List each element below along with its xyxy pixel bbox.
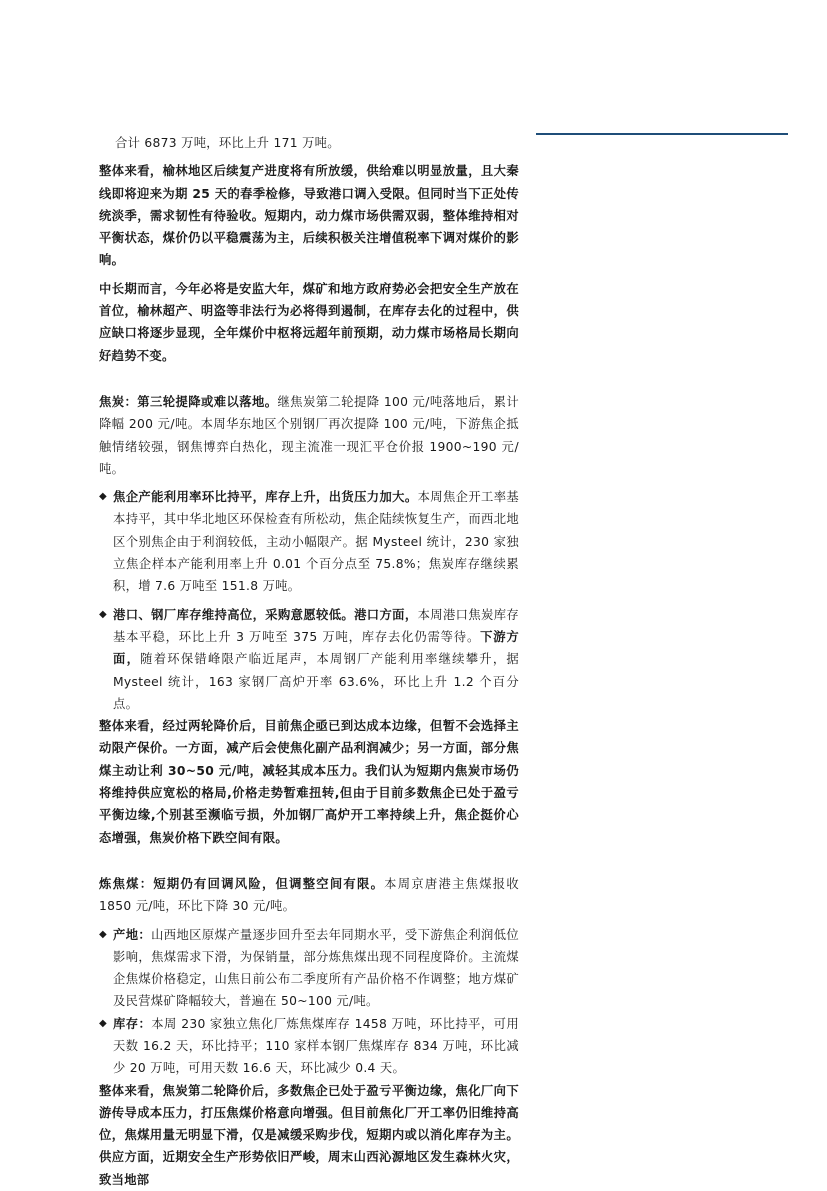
coke-bullet-downstream-lead: 下游方面， (113, 629, 520, 667)
bullet-icon: ◆ (99, 608, 107, 620)
coal-bullet-origin-lead: 产地： (113, 927, 152, 942)
coke-bullet-inventory-text1: 本周港口焦炭库存基本平稳，环比上升 3 万吨至 375 万吨，库存去化仍需等待。 (113, 607, 520, 644)
coal-bullet-origin-text: 山西地区原煤产量逐步回升至去年同期水平，受下游焦企利润低位影响，焦煤需求下滑，为保销量，部分炼焦煤出现不同程度降价。主流煤企焦煤价格稳定，山焦日前公布二季度所有产品价格不作调整；地方煤矿及民营煤矿降幅较大，普遍在 50~100 元/吨。 (113, 927, 519, 1009)
paragraph-thermal-coal-summary: 整体来看，榆林地区后续复产进度将有所放缓，供给难以明显放量，且大秦线即将迎来为期 25 天的春季检修，导致港口调入受限。但同时当下正处传统淡季，需求韧性有待验收。短期内，动力煤市场供需双弱，整体维持相对平衡状态，煤价仍以平稳震荡为主，后续积极关注增值税率下调对煤价的影响。 (99, 164, 519, 268)
coke-bullet-inventory (99, 604, 519, 715)
coal-bullet-inventory-lead: 库存： (113, 1016, 152, 1031)
coal-bullet-origin (99, 924, 519, 1013)
coke-bullet-inventory-lead: 港口、钢厂库存维持高位，采购意愿较低。港口方面， (113, 607, 418, 622)
coke-bullet-capacity-lead: 焦企产能利用率环比持平，库存上升，出货压力加大。 (113, 490, 418, 505)
document-body (99, 132, 519, 1191)
section-coking-coal-text: 本周京唐港主焦煤报收 1850 元/吨，环比下降 30 元/吨。 (99, 876, 519, 914)
coke-bullet-capacity (99, 486, 519, 597)
coke-bullet-inventory-text2: 随着环保错峰限产临近尾声，本周钢厂产能利用率继续攀升，据 Mysteel 统计，163 家钢厂高炉开率 63.6%，环比上升 1.2 个百分点。 (113, 652, 519, 711)
coke-bullet-capacity-text: 本周焦企开工率基本持平，其中华北地区环保检查有所松动，焦企陆续恢复生产，而西北地区个别焦企由于利润较低，主动小幅限产。据 Mysteel 统计，230 家独立焦企样本产能利用率上升 0.01 个百分点至 75.8%；焦炭库存继续累积，增 7.6 万吨至 151.8 万吨。 (113, 490, 520, 594)
section-coke-text: 继焦炭第二轮提降 100 元/吨落地后，累计降幅 200 元/吨。本周华东地区个别钢厂再次提降 100 元/吨，下游焦企抵触情绪较强，钢焦博弈白热化，现主流准一现汇平仓价报 1900~190 元/吨。 (99, 394, 519, 476)
paragraph-inventory-total: 合计 6873 万吨，环比上升 171 万吨。 (115, 136, 340, 150)
bullet-icon: ◆ (99, 928, 107, 940)
section-coking-coal-intro (99, 873, 519, 918)
coal-bullet-inventory (99, 1013, 519, 1080)
bullet-icon: ◆ (99, 1017, 107, 1029)
paragraph-long-term-outlook: 中长期而言，今年必将是安监大年，煤矿和地方政府势必会把安全生产放在首位，榆林超产、明盗等非法行为必将得到遏制，在库存去化的过程中，供应缺口将逐步显现，全年煤价中枢将远超年前预期，动力煤市场格局长期向好趋势不变。 (99, 281, 519, 363)
coal-bullet-inventory-text: 本周 230 家独立焦化厂炼焦煤库存 1458 万吨，环比持平，可用天数 16.2 天，环比持平；110 家样本钢厂焦煤库存 834 万吨，环比减少 20 万吨，可用天数 16.6 天，环比减少 0.4 天。 (113, 1016, 519, 1076)
section-coke-heading: 焦炭：第三轮提降或难以落地。 (99, 394, 278, 409)
paragraph-coking-coal-summary: 整体来看，焦炭第二轮降价后，多数焦企已处于盈亏平衡边缘，焦化厂向下游传导成本压力，打压焦煤价格意向增强。但目前焦化厂开工率仍旧维持高位，焦煤用量无明显下滑，仅是减缓采购步伐，短期内或以消化库存为主。供应方面，近期安全生产形势依旧严峻，周末山西沁源地区发生森林火灾，致当地部 (99, 1083, 519, 1187)
paragraph-coke-summary: 整体来看，经过两轮降价后，目前焦企亟已到达成本边缘，但暂不会选择主动限产保价。一方面，减产后会使焦化副产品利润减少；另一方面，部分焦煤主动让利 30~50 元/吨，减轻其成本压力。我们认为短期内焦炭市场仍将维持供应宽松的格局,价格走势暂难扭转,但由于目前多数焦企已处于盈亏平衡边缘,个别甚至濒临亏损，外加钢厂高炉开工率持续上升，焦企挺价心态增强，焦炭价格下跌空间有限。 (99, 719, 519, 845)
section-coking-coal-heading: 炼焦煤：短期仍有回调风险，但调整空间有限。 (99, 876, 385, 891)
header-rule (536, 133, 788, 135)
bullet-icon: ◆ (99, 491, 107, 503)
section-coke-intro (99, 391, 519, 480)
